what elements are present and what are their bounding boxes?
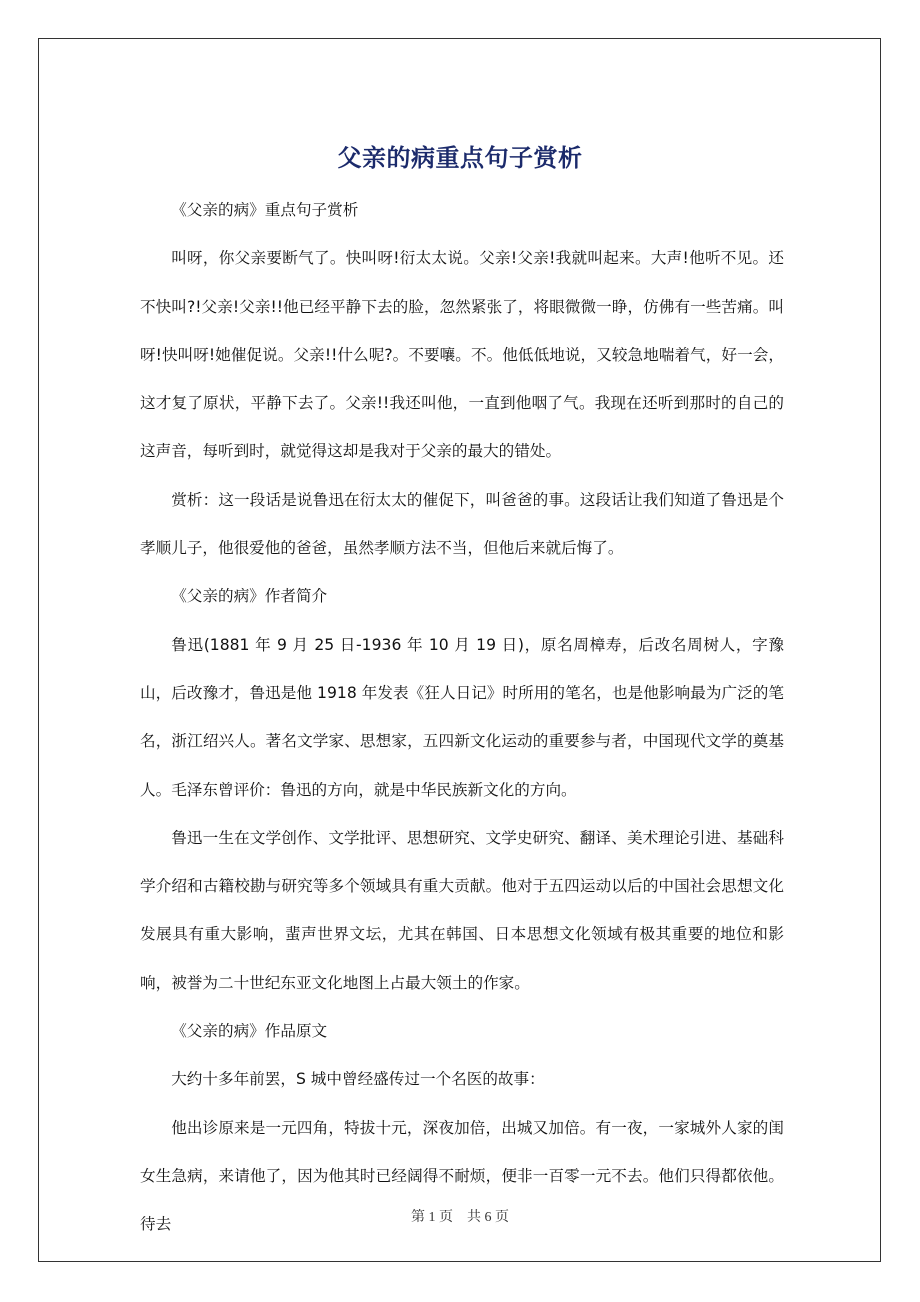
- document-title: 父亲的病重点句子赏析: [337, 144, 583, 173]
- section-heading: 《父亲的病》作者简介: [171, 587, 328, 606]
- section-heading: 《父亲的病》重点句子赏析: [171, 201, 359, 219]
- paragraph: 鲁迅(1881 年 9 月 25 日-1936 年 10 月 19 日)，原名周樟寿，后改名周树人，字豫山，后改豫才，鲁迅是他 1918 年发表《狂人日记》时所用的笔名，也是他影响最为广泛的笔名，浙江绍兴人。著名文学家、思想家，五四新文化运动的重要参与者，中国现代文学的奠基人。毛泽东曾评价：鲁迅的方向，就是中华民族新文化的方向。: [140, 635, 784, 799]
- paragraph: 叫呀，你父亲要断气了。快叫呀!衍太太说。父亲!父亲!我就叫起来。大声!他听不见。还不快叫?!父亲!父亲!!他已经平静下去的脸，忽然紧张了，将眼微微一睁，仿佛有一些苦痛。叫呀!快叫呀!她催促说。父亲!!什么呢?。不要嚷。不。他低低地说，又较急地喘着气，好一会，这才复了原状，平静下去了。父亲!!我还叫他，一直到他咽了气。我现在还听到那时的自己的这声音，每听到时，就觉得这却是我对于父亲的最大的错处。: [140, 249, 784, 461]
- section-heading: 《父亲的病》作品原文: [171, 1022, 328, 1041]
- document-body: [140, 186, 784, 1249]
- paragraph: 赏析：这一段话是说鲁迅在衍太太的催促下，叫爸爸的事。这段话让我们知道了鲁迅是个孝顺儿子，他很爱他的爸爸，虽然孝顺方法不当，但他后来就后悔了。: [140, 490, 784, 558]
- paragraph: 他出诊原来是一元四角，特拔十元，深夜加倍，出城又加倍。有一夜，一家城外人家的闺女生急病，来请他了，因为他其时已经阔得不耐烦，便非一百零一元不去。他们只得都依他。待去: [140, 1118, 784, 1234]
- page-number-footer: 第 1 页 共 6 页: [411, 1210, 509, 1225]
- paragraph: 大约十多年前罢，S 城中曾经盛传过一个名医的故事：: [171, 1070, 545, 1089]
- paragraph: 鲁迅一生在文学创作、文学批评、思想研究、文学史研究、翻译、美术理论引进、基础科学介绍和古籍校勘与研究等多个领域具有重大贡献。他对于五四运动以后的中国社会思想文化发展具有重大影响，蜚声世界文坛，尤其在韩国、日本思想文化领域有极其重要的地位和影响，被誉为二十世纪东亚文化地图上占最大领土的作家。: [140, 828, 784, 992]
